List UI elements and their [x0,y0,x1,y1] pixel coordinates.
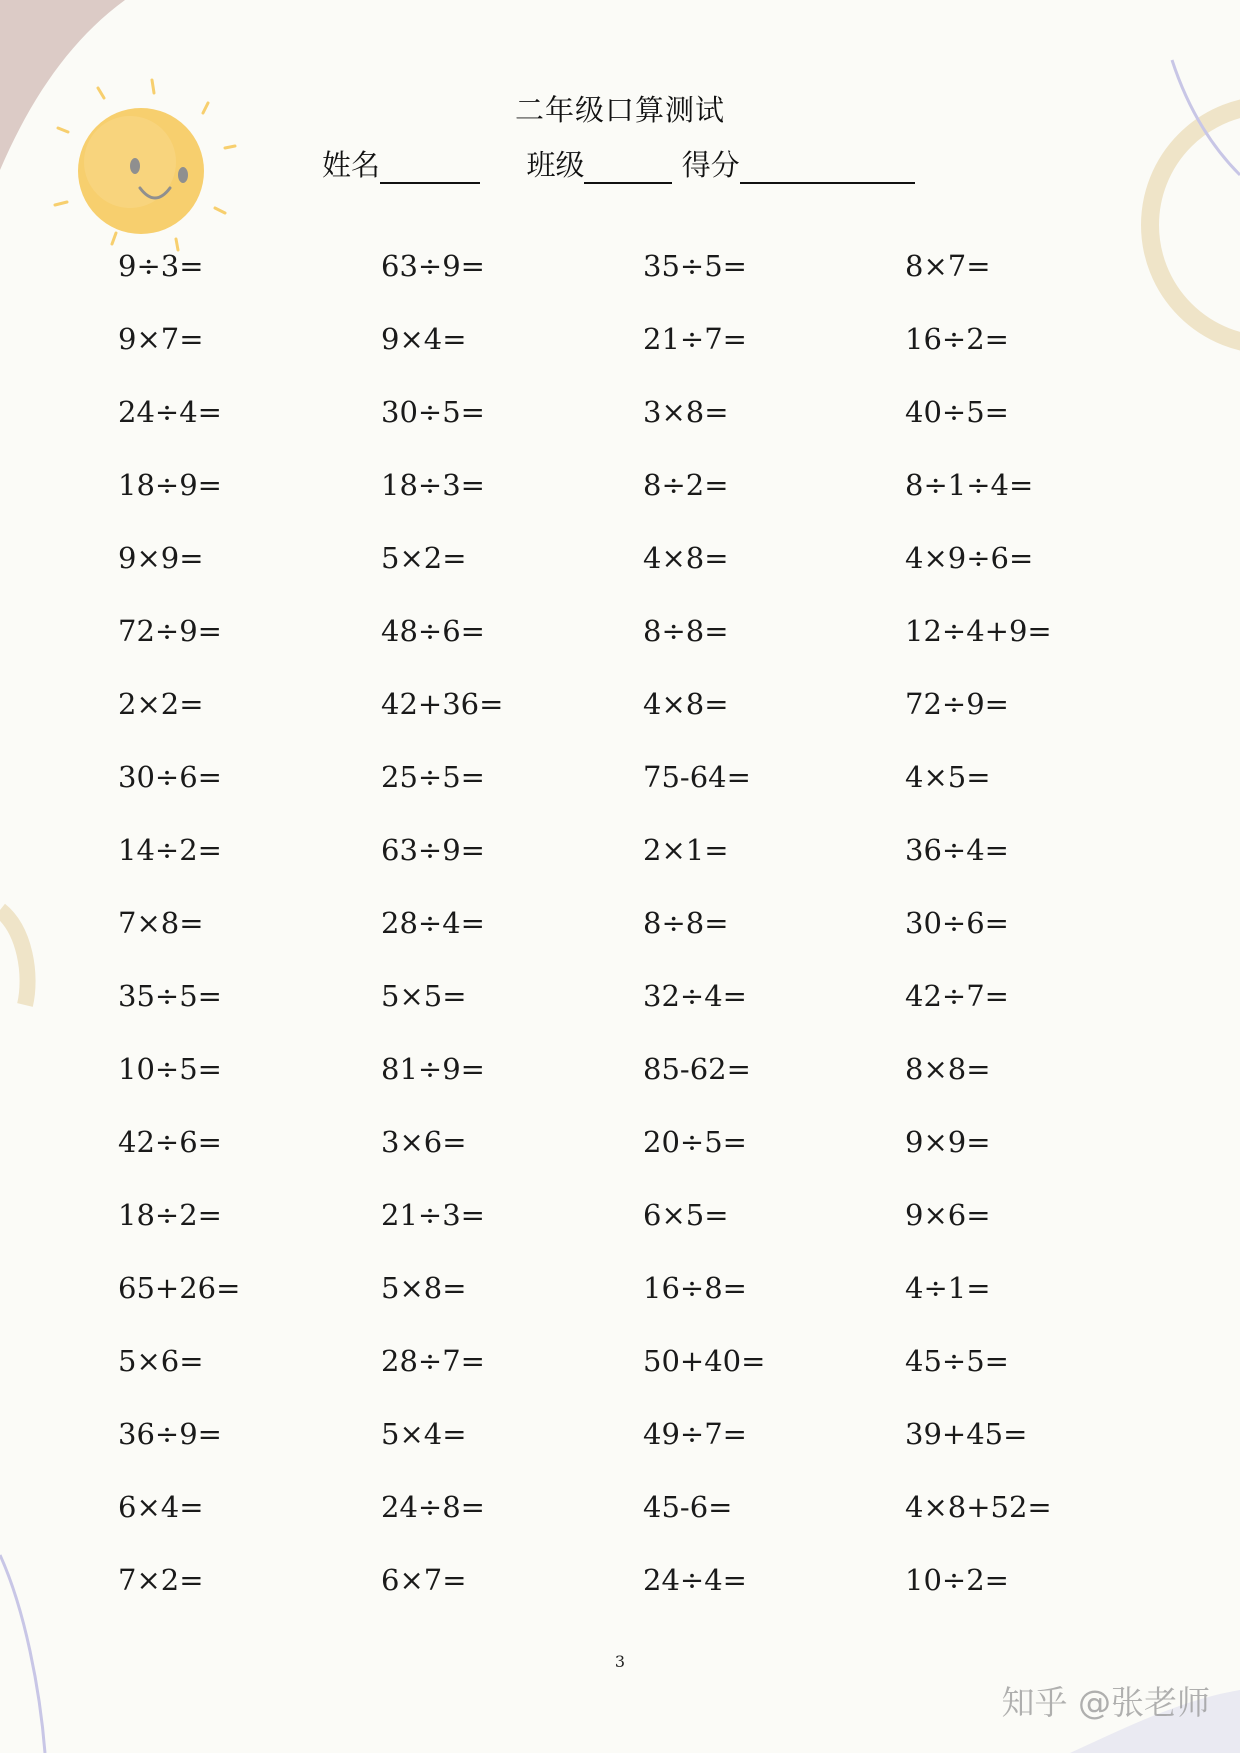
problem-item: 81÷9= [381,1052,485,1086]
problem-item: 42÷7= [905,979,1009,1013]
problem-item: 7×2= [118,1563,204,1597]
problem-item: 9×4= [381,322,467,356]
problem-item: 14÷2= [118,833,222,867]
problem-item: 28÷7= [381,1344,485,1378]
problem-item: 24÷4= [643,1563,747,1597]
class-field[interactable] [584,150,672,184]
problem-item: 36÷4= [905,833,1009,867]
problem-item: 6×4= [118,1490,204,1524]
name-label: 姓名 [322,148,381,182]
student-info-row [322,143,915,184]
problem-item: 2×2= [118,687,204,721]
problem-item: 45-6= [643,1490,733,1524]
problem-item: 28÷4= [381,906,485,940]
problem-item: 18÷3= [381,468,485,502]
page-number: 3 [614,1652,626,1671]
problem-item: 8×7= [905,249,991,283]
problem-item: 18÷9= [118,468,222,502]
problem-item: 12÷4+9= [905,614,1052,648]
problem-item: 5×5= [381,979,467,1013]
problem-item: 45÷5= [905,1344,1009,1378]
problem-item: 20÷5= [643,1125,747,1159]
problem-item: 7×8= [118,906,204,940]
problem-item: 36÷9= [118,1417,222,1451]
problem-item: 42÷6= [118,1125,222,1159]
problem-item: 8÷8= [643,614,729,648]
problem-item: 35÷5= [118,979,222,1013]
problem-item: 21÷3= [381,1198,485,1232]
problem-item: 8÷2= [643,468,729,502]
problem-item: 4×8+52= [905,1490,1052,1524]
problem-item: 32÷4= [643,979,747,1013]
problem-item: 8÷8= [643,906,729,940]
problem-item: 9×9= [118,541,204,575]
problem-item: 16÷8= [643,1271,747,1305]
problem-item: 24÷4= [118,395,222,429]
problem-item: 10÷2= [905,1563,1009,1597]
problem-item: 4×9÷6= [905,541,1034,575]
name-field[interactable] [380,150,480,184]
problem-grid [118,248,1145,1635]
problem-item: 25÷5= [381,760,485,794]
problem-item: 49÷7= [643,1417,747,1451]
watermark: 知乎 @张老师 [1001,1683,1210,1722]
problem-item: 75-64= [643,760,751,794]
problem-item: 4×5= [905,760,991,794]
class-label: 班级 [526,148,585,182]
problem-item: 3×6= [381,1125,467,1159]
problem-item: 2×1= [643,833,729,867]
problem-item: 39+45= [905,1417,1028,1451]
score-field[interactable] [740,150,915,184]
problem-item: 9×7= [118,322,204,356]
problem-item: 35÷5= [643,249,747,283]
problem-item: 72÷9= [905,687,1009,721]
problem-item: 42+36= [381,687,504,721]
problem-item: 5×2= [381,541,467,575]
problem-item: 5×6= [118,1344,204,1378]
problem-item: 50+40= [643,1344,766,1378]
problem-item: 48÷6= [381,614,485,648]
problem-item: 24÷8= [381,1490,485,1524]
problem-item: 21÷7= [643,322,747,356]
problem-item: 30÷5= [381,395,485,429]
problem-item: 10÷5= [118,1052,222,1086]
problem-item: 5×8= [381,1271,467,1305]
score-label: 得分 [681,148,740,182]
problem-item: 9×9= [905,1125,991,1159]
problem-item: 5×4= [381,1417,467,1451]
problem-item: 9×6= [905,1198,991,1232]
problem-item: 16÷2= [905,322,1009,356]
problem-item: 6×5= [643,1198,729,1232]
worksheet-title: 二年级口算测试 [514,93,725,127]
problem-item: 18÷2= [118,1198,222,1232]
problem-item: 63÷9= [381,833,485,867]
problem-item: 30÷6= [905,906,1009,940]
problem-item: 30÷6= [118,760,222,794]
problem-item: 4÷1= [905,1271,991,1305]
problem-item: 8÷1÷4= [905,468,1034,502]
problem-item: 4×8= [643,541,729,575]
problem-item: 85-62= [643,1052,751,1086]
problem-item: 40÷5= [905,395,1009,429]
problem-item: 8×8= [905,1052,991,1086]
problem-item: 4×8= [643,687,729,721]
problem-item: 6×7= [381,1563,467,1597]
ring-arc-right [1150,105,1240,345]
arc-left [0,910,28,1005]
problem-item: 63÷9= [381,249,485,283]
problem-item: 9÷3= [118,249,204,283]
problem-item: 3×8= [643,395,729,429]
problem-item: 72÷9= [118,614,222,648]
problem-item: 65+26= [118,1271,241,1305]
